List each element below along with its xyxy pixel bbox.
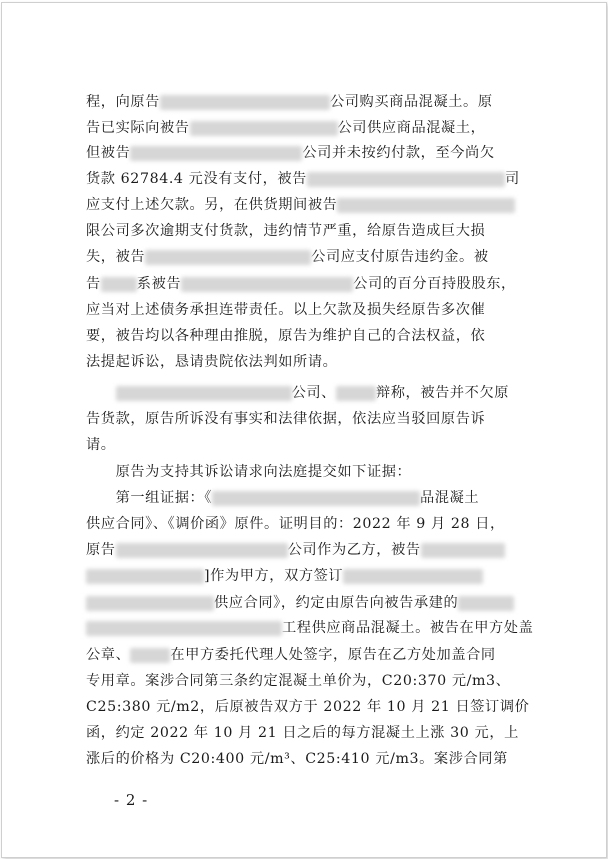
text-line bbox=[86, 434, 526, 456]
text-segment: 公司、 bbox=[291, 385, 336, 401]
document-page bbox=[1, 2, 607, 858]
text-segment: 公司供应商品混凝土， bbox=[337, 120, 486, 136]
redacted-block bbox=[116, 543, 288, 558]
text-line bbox=[86, 539, 526, 561]
text-line bbox=[86, 194, 526, 216]
text-line bbox=[86, 168, 526, 190]
text-segment: 原告 bbox=[86, 542, 116, 558]
text-line bbox=[86, 382, 526, 404]
redacted-block bbox=[130, 146, 302, 161]
text-segment: 供应合同》，约定由原告向被告承建的 bbox=[214, 595, 459, 611]
redacted-block bbox=[101, 277, 137, 292]
text-segment: 要，被告均以各种理由推脱，原告为维护自己的合法权益，依 bbox=[86, 328, 486, 344]
text-segment: 程，向原告 bbox=[86, 94, 160, 110]
redacted-block bbox=[421, 543, 505, 558]
text-segment: 涨后的价格为 C20:400 元/m³、C25:410 元/m3。案涉合同第 bbox=[86, 751, 508, 767]
redacted-block bbox=[336, 386, 376, 401]
text-line bbox=[86, 696, 530, 718]
text-segment: 告 bbox=[86, 276, 101, 292]
text-segment: 公司应支付原告违约金。被 bbox=[311, 249, 489, 265]
text-segment: 请。 bbox=[86, 437, 116, 453]
page-number: - 2 - bbox=[114, 791, 149, 809]
text-segment: 法提起诉讼，恳请贵院依法判如所请。 bbox=[86, 354, 338, 370]
text-line bbox=[86, 513, 526, 535]
text-segment: 专用章。案涉合同第三条约定混凝土单价为，C20:370 元/m3、 bbox=[86, 673, 511, 689]
text-line bbox=[86, 748, 526, 770]
text-segment: 公司购买商品混凝土。原 bbox=[329, 94, 493, 110]
text-segment: 公章、 bbox=[86, 647, 131, 663]
text-segment: 原告为支持其诉讼请求向法庭提交如下证据： bbox=[86, 464, 412, 480]
text-line bbox=[86, 617, 534, 639]
text-segment: 公司作为乙方，被告 bbox=[287, 542, 421, 558]
text-segment: 告货款，原告所诉没有事实和法律依据，依法应当驳回原告诉 bbox=[86, 411, 486, 427]
text-segment: 系被告 bbox=[136, 276, 182, 292]
text-line bbox=[86, 299, 526, 321]
redacted-block bbox=[86, 569, 204, 584]
text-segment: 告已实际向被告 bbox=[86, 120, 190, 136]
text-segment: 函，约定 2022 年 10 月 21 日之后的每方混凝土上涨 30 元，上 bbox=[86, 725, 519, 741]
text-segment: 司 bbox=[504, 171, 520, 187]
redacted-block bbox=[343, 569, 483, 584]
redacted-block bbox=[86, 596, 214, 611]
redacted-block bbox=[160, 95, 330, 110]
text-line bbox=[86, 142, 526, 164]
text-line bbox=[86, 408, 526, 430]
text-segment: 公司并未按约付款，至今尚欠 bbox=[302, 145, 495, 161]
redacted-block bbox=[86, 621, 282, 636]
text-segment: 但被告 bbox=[86, 145, 131, 161]
text-segment bbox=[86, 385, 116, 401]
redacted-block bbox=[181, 277, 353, 292]
text-segment: 品混凝土 bbox=[420, 490, 480, 506]
text-segment: 限公司多次逾期支付货款，违约情节严重，给原告造成巨大损 bbox=[86, 223, 486, 239]
text-line bbox=[86, 220, 526, 242]
redacted-block bbox=[337, 198, 515, 213]
text-line bbox=[86, 351, 526, 373]
text-line bbox=[86, 325, 526, 347]
redacted-block bbox=[145, 250, 311, 265]
text-segment: 辩称，被告并不欠原 bbox=[375, 385, 510, 401]
text-segment: 失，被告 bbox=[86, 249, 146, 265]
text-line bbox=[86, 246, 526, 268]
text-segment: 应支付上述欠款。另，在供货期间被告 bbox=[86, 197, 338, 213]
text-segment: 货款 62784.4 元没有支付，被告 bbox=[86, 171, 307, 187]
text-segment: 应当对上述债务承担连带责任。以上欠款及损失经原告多次催 bbox=[86, 302, 486, 318]
text-segment: 工程供应商品混凝土。被告在甲方处盖 bbox=[282, 620, 534, 636]
text-line bbox=[86, 91, 526, 113]
text-line bbox=[86, 644, 526, 666]
redacted-block bbox=[116, 386, 292, 401]
text-line bbox=[86, 117, 526, 139]
text-line bbox=[86, 592, 526, 614]
redacted-block bbox=[130, 648, 170, 663]
text-line bbox=[86, 487, 526, 509]
text-line bbox=[86, 670, 526, 692]
text-line bbox=[86, 565, 526, 587]
text-segment: 供应合同》、《调价函》原件。证明目的：2022 年 9 月 28 日， bbox=[86, 516, 505, 532]
text-segment: 第一组证据：《 bbox=[86, 490, 212, 506]
text-line bbox=[86, 461, 526, 483]
redacted-block bbox=[458, 596, 514, 611]
text-segment: 公司的百分百持股股东， bbox=[353, 276, 516, 292]
text-segment: ]作为甲方，双方签订 bbox=[204, 568, 344, 584]
text-line bbox=[86, 722, 526, 744]
text-segment: 在甲方委托代理人处签字，原告在乙方处加盖合同 bbox=[170, 647, 496, 663]
redacted-block bbox=[212, 491, 420, 506]
text-line bbox=[86, 273, 526, 295]
text-segment: C25:380 元/m2，后原被告双方于 2022 年 10 月 21 日签订调价 bbox=[86, 699, 530, 715]
redacted-block bbox=[307, 172, 505, 187]
redacted-block bbox=[190, 121, 338, 136]
